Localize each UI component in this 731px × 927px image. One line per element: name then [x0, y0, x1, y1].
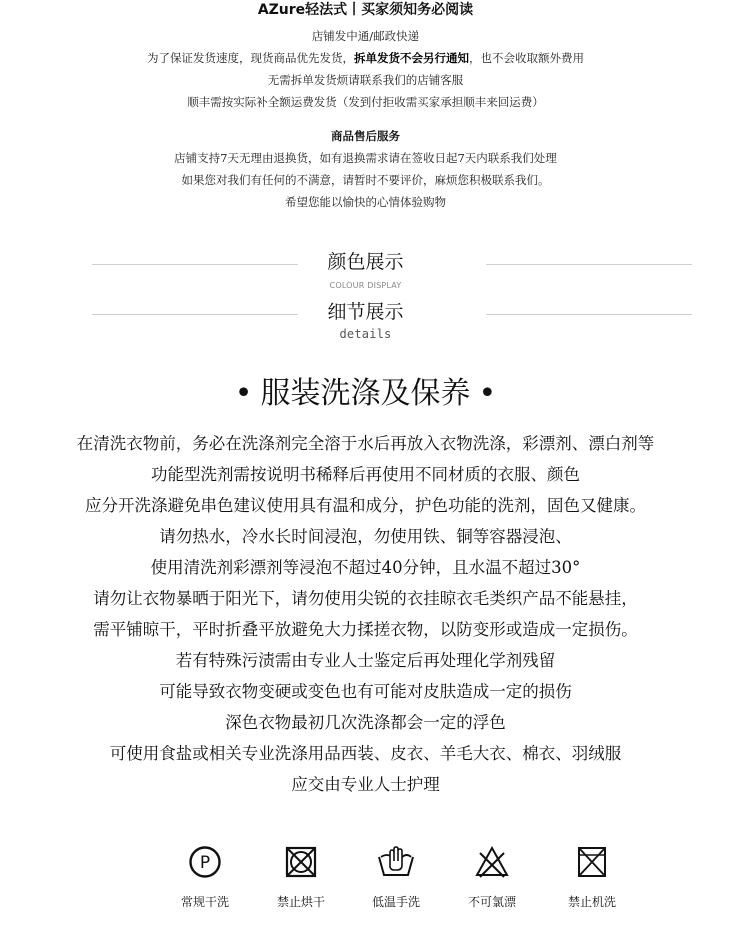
care-symbol-label: 禁止烘干 — [276, 895, 325, 909]
care-line: 可使用食盐或相关专业洗涤用品西装、皮衣、羊毛大衣、棉衣、羽绒服 — [109, 744, 622, 763]
bullet-right: • — [478, 376, 497, 411]
care-line: 若有特殊污渍需由专业人士鉴定后再处理化学剂残留 — [175, 651, 556, 670]
after-sales-title: 商品售后服务 — [331, 129, 400, 143]
after-sales-line-contact: 如果您对我们有任何的不满意，请暂时不要评价，麻烦您积极联系我们。 — [181, 173, 550, 187]
details-title: 细节展示 — [327, 301, 404, 323]
dry-clean-p-icon — [188, 845, 222, 879]
care-symbol-no-bleach — [447, 845, 537, 910]
hand-wash-icon — [376, 845, 416, 879]
care-line: 需平铺晾干，平时折叠平放避免大力揉搓衣物，以防变形或造成一定损伤。 — [93, 620, 638, 639]
care-line: 在清洗衣物前，务必在洗涤剂完全溶于水后再放入衣物洗涤，彩漂剂、漂白剂等 — [76, 434, 655, 453]
care-symbol-label: 低温手洗 — [371, 895, 420, 909]
care-symbol-label: 不可氯漂 — [467, 895, 516, 909]
care-line: 应交由专业人士护理 — [291, 775, 440, 794]
colour-display-heading — [0, 251, 731, 292]
svg-text:P: P — [199, 853, 211, 873]
care-symbol-dry-clean — [160, 845, 250, 910]
no-bleach-icon — [475, 845, 509, 879]
colour-display-subtitle: COLOUR DISPLAY — [329, 281, 402, 290]
buyer-notice — [0, 0, 731, 213]
divider-right — [486, 314, 692, 315]
notice-title: AZure轻法式丨买家须知务必阅读 — [257, 2, 474, 18]
care-symbol-label: 禁止机洗 — [567, 895, 616, 909]
care-line: 深色衣物最初几次洗涤都会一定的浮色 — [225, 713, 506, 732]
care-symbols — [0, 845, 731, 927]
notice-line-split-pre: 为了保证发货速度，现货商品优先发货， — [147, 51, 354, 65]
care-symbol-hand-wash — [351, 845, 441, 910]
divider-right — [486, 264, 692, 265]
divider-left — [92, 264, 298, 265]
care-line: 应分开洗涤避免串色建议使用具有温和成分，护色功能的洗剂，固色又健康。 — [85, 496, 646, 515]
notice-line-sf-express: 顺丰需按实际补全额运费发货（发到付拒收需买家承担顺丰来回运费） — [187, 95, 544, 109]
notice-line-split-bold: 拆单发货不会另行通知 — [354, 51, 469, 65]
care-symbol-label: 常规干洗 — [180, 895, 229, 909]
care-line: 功能型洗剂需按说明书稀释后再使用不同材质的衣服、颜色 — [151, 465, 580, 484]
care-instructions — [0, 428, 731, 800]
details-subtitle: details — [339, 327, 392, 341]
details-heading — [0, 301, 731, 342]
care-symbol-no-tumble-dry — [256, 845, 346, 910]
no-machine-wash-icon — [575, 845, 609, 879]
notice-line-split-shipping — [0, 47, 731, 69]
care-line: 请勿让衣物暴晒于阳光下，请勿使用尖锐的衣挂晾衣毛类织产品不能悬挂， — [93, 589, 638, 608]
care-title-text: 服装洗涤及保养 — [260, 376, 471, 411]
colour-display-title: 颜色展示 — [327, 251, 404, 273]
care-symbol-no-machine-wash — [547, 845, 637, 910]
notice-line-shipping: 店铺发中通/邮政快递 — [311, 29, 420, 43]
after-sales-line-return: 店铺支持7天无理由退换货，如有退换需求请在签收日起7天内联系我们处理 — [174, 151, 557, 165]
care-section-title — [0, 372, 731, 416]
after-sales-line-enjoy: 希望您能以愉快的心情体验购物 — [285, 195, 446, 209]
notice-line-contact: 无需拆单发货烦请联系我们的店铺客服 — [267, 73, 464, 87]
no-tumble-dry-icon — [284, 845, 318, 879]
care-line: 使用清洗剂彩漂剂等浸泡不超过40分钟，且水温不超过30° — [150, 558, 581, 577]
notice-line-split-post: ，也不会收取额外费用 — [469, 51, 584, 65]
care-line: 请勿热水，冷水长时间浸泡，勿使用铁、铜等容器浸泡、 — [159, 527, 572, 546]
care-line: 可能导致衣物变硬或变色也有可能对皮肤造成一定的损伤 — [159, 682, 572, 701]
bullet-left: • — [234, 376, 253, 411]
divider-left — [92, 314, 298, 315]
